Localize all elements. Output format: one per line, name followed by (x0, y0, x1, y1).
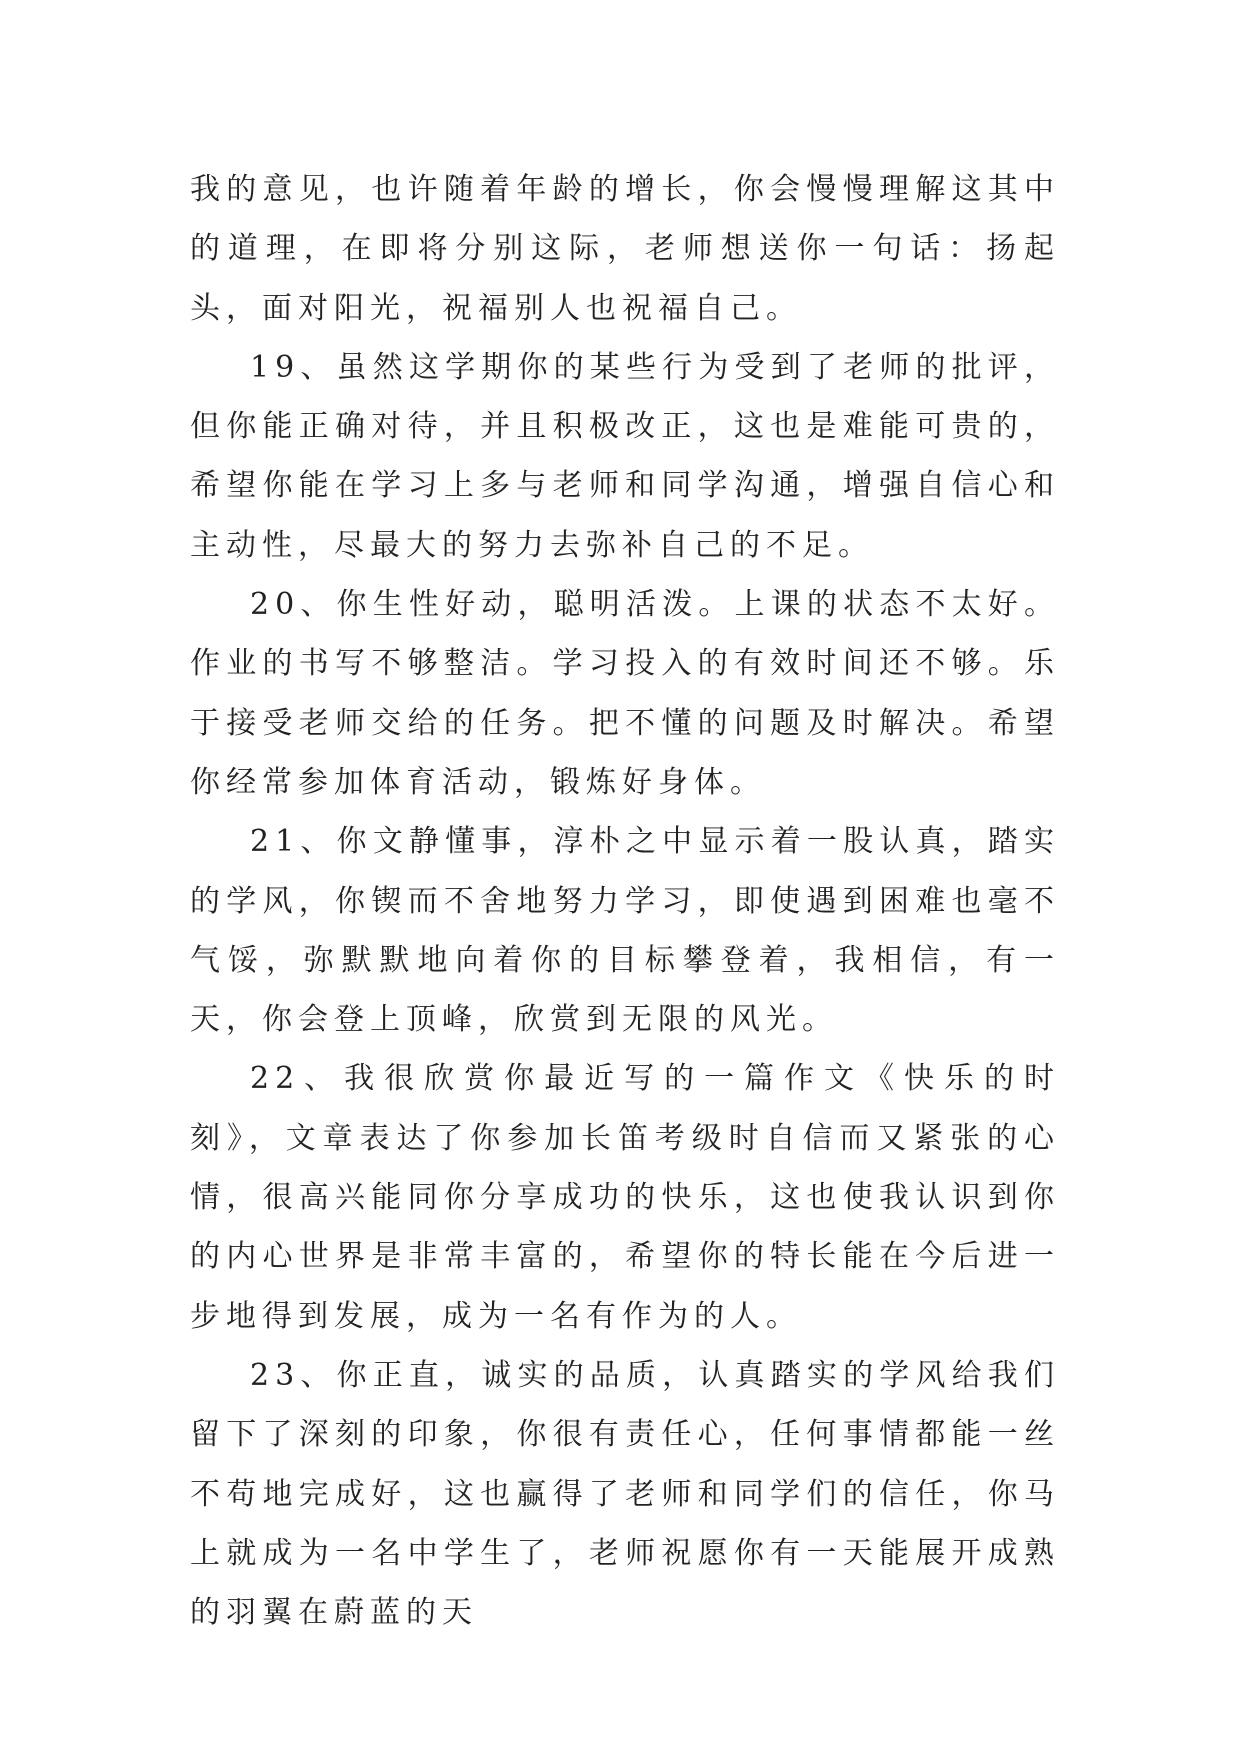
paragraph-comment-21: 21、你文静懂事，淳朴之中显示着一股认真，踏实的学风，你锲而不舍地努力学习，即使遇到困难也毫不气馁，弥默默地向着你的目标攀登着，我相信，有一天，你会登上顶峰，欣赏到无限的风光。 (190, 824, 1060, 1038)
document-page (190, 160, 1060, 1642)
paragraph-comment-23: 23、你正直，诚实的品质，认真踏实的学风给我们留下了深刻的印象，你很有责任心，任何事情都能一丝不苟地完成好，这也赢得了老师和同学们的信任，你马上就成为一名中学生了，老师祝愿你有一天能展开成熟的羽翼在蔚蓝的天 (190, 1357, 1060, 1631)
paragraph-comment-22: 22、我很欣赏你最近写的一篇作文《快乐的时刻》，文章表达了你参加长笛考级时自信而又紧张的心情，很高兴能同你分享成功的快乐，这也使我认识到你的内心世界是非常丰富的，希望你的特长能在今后进一步地得到发展，成为一名有作为的人。 (190, 1061, 1060, 1334)
paragraph-continuation: 我的意见，也许随着年龄的增长，你会慢慢理解这其中的道理，在即将分别这际，老师想送你一句话：扬起头，面对阳光，祝福别人也祝福自己。 (190, 172, 1060, 326)
paragraph-comment-19: 19、虽然这学期你的某些行为受到了老师的批评，但你能正确对待，并且积极改正，这也是难能可贵的，希望你能在学习上多与老师和同学沟通，增强自信心和主动性，尽最大的努力去弥补自己的不足。 (190, 349, 1060, 563)
paragraph-comment-20: 20、你生性好动，聪明活泼。上课的状态不太好。作业的书写不够整洁。学习投入的有效时间还不够。乐于接受老师交给的任务。把不懂的问题及时解决。希望你经常参加体育活动，锻炼好身体。 (190, 587, 1060, 800)
